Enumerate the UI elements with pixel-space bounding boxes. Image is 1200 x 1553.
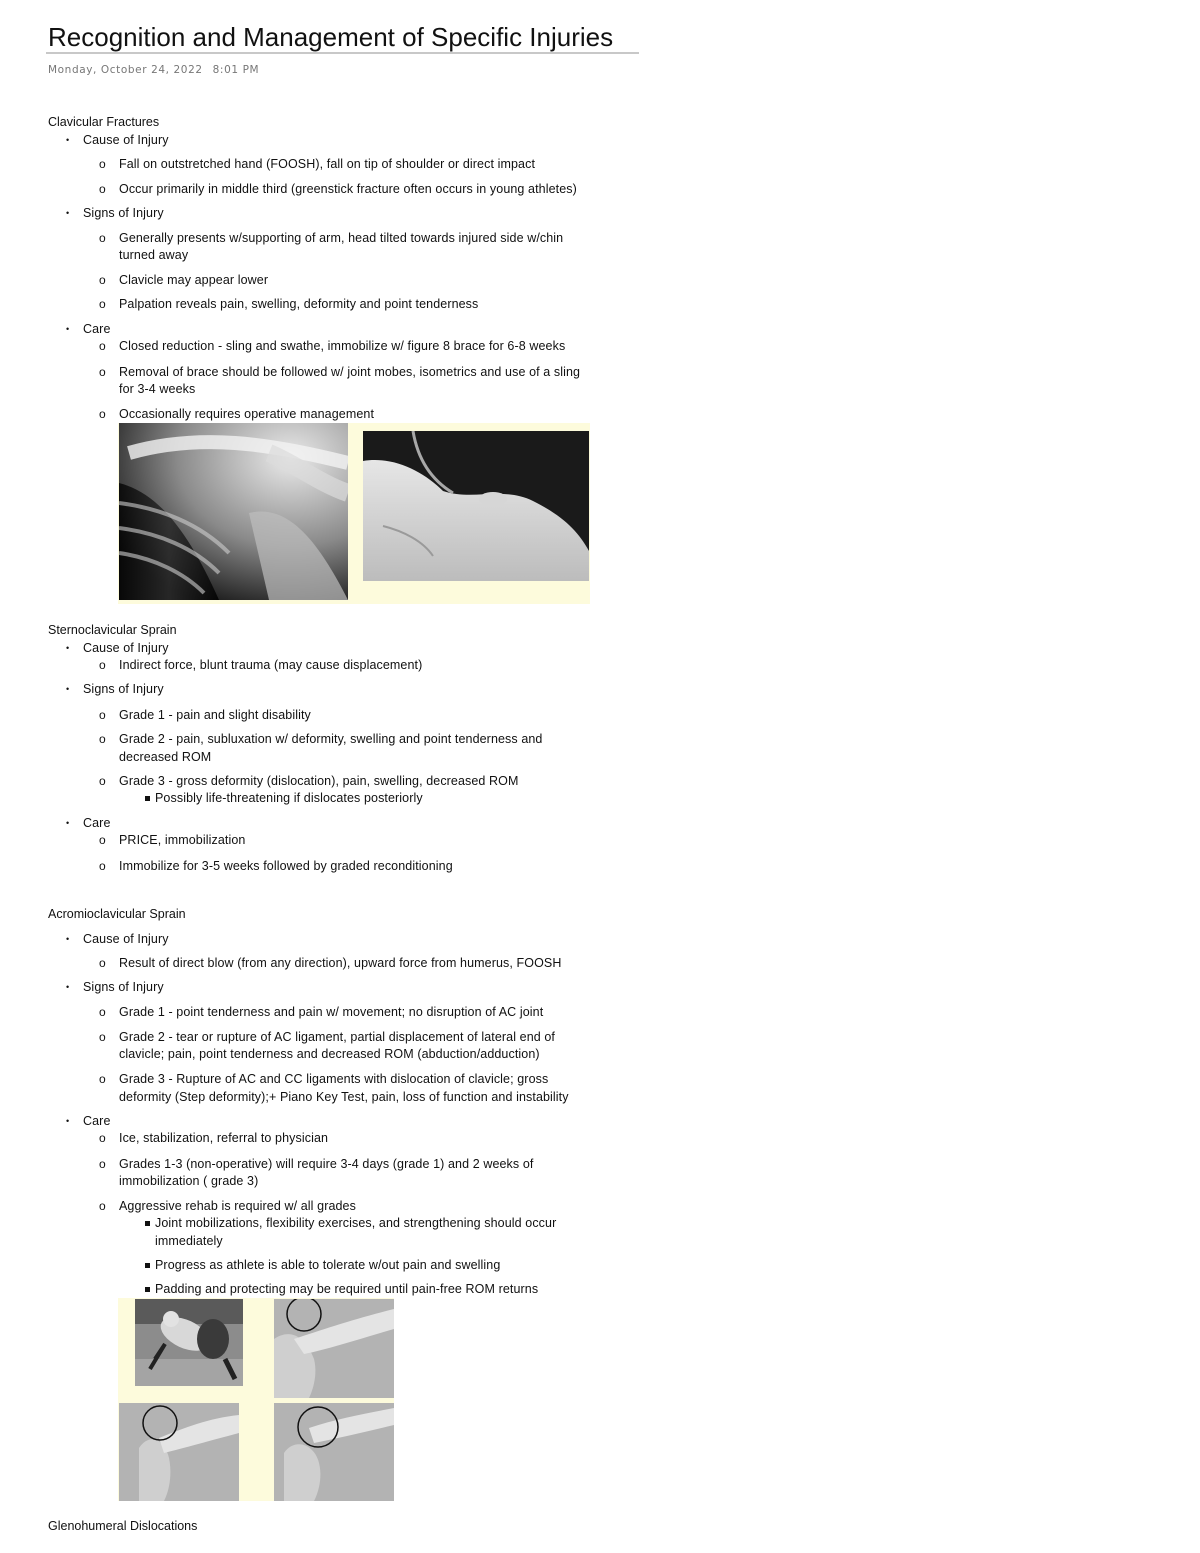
clavicle-xray-image — [119, 423, 348, 600]
list-item: Padding and protecting may be required until pain-free ROM returns — [155, 1282, 539, 1296]
list-item-continuation: decreased ROM — [119, 750, 212, 764]
title-underline — [46, 52, 639, 54]
clavicle-deformity-photo — [363, 431, 589, 581]
circle-bullet-icon: o — [99, 859, 106, 873]
circle-bullet-icon: o — [99, 708, 106, 722]
list-item: Cause of Injury — [83, 133, 169, 147]
list-item: Palpation reveals pain, swelling, deformity and point tenderness — [119, 297, 479, 311]
list-item: Progress as athlete is able to tolerate w/out pain and swelling — [155, 1258, 501, 1272]
ac-injury-tackle-photo — [135, 1299, 243, 1386]
bullet-icon: • — [66, 208, 70, 218]
list-item: Closed reduction - sling and swathe, immobilize w/ figure 8 brace for 6-8 weeks — [119, 339, 566, 353]
circle-bullet-icon: o — [99, 182, 106, 196]
time-text: 8:01 PM — [212, 64, 260, 76]
bullet-icon: • — [66, 324, 70, 334]
list-item: Fall on outstretched hand (FOOSH), fall on tip of shoulder or direct impact — [119, 157, 536, 171]
circle-bullet-icon: o — [99, 1005, 106, 1019]
list-item: Grade 1 - pain and slight disability — [119, 708, 311, 722]
circle-bullet-icon: o — [99, 407, 106, 421]
circle-bullet-icon: o — [99, 339, 106, 353]
list-item: Clavicle may appear lower — [119, 273, 269, 287]
list-item: Generally presents w/supporting of arm, head tilted towards injured side w/chin — [119, 231, 564, 245]
circle-bullet-icon: o — [99, 1157, 106, 1171]
section-heading-clavicular: Clavicular Fractures — [48, 115, 160, 129]
circle-bullet-icon: o — [99, 1072, 106, 1086]
list-item: Joint mobilizations, flexibility exercises, and strengthening should occur — [155, 1216, 557, 1230]
circle-bullet-icon: o — [99, 658, 106, 672]
ac-joint-diagram-normal — [274, 1299, 394, 1398]
list-item: Signs of Injury — [83, 206, 164, 220]
circle-bullet-icon: o — [99, 1131, 106, 1145]
ac-joint-diagram-grade-3 — [274, 1403, 394, 1501]
circle-bullet-icon: o — [99, 231, 106, 245]
list-item: Signs of Injury — [83, 980, 164, 994]
list-item: Immobilize for 3-5 weeks followed by graded reconditioning — [119, 859, 453, 873]
bullet-icon: • — [66, 643, 70, 653]
date-text: Monday, October 24, 2022 — [48, 64, 203, 76]
circle-bullet-icon: o — [99, 297, 106, 311]
list-item: Result of direct blow (from any direction), upward force from humerus, FOOSH — [119, 956, 562, 970]
circle-bullet-icon: o — [99, 1199, 106, 1213]
list-item: Grade 2 - tear or rupture of AC ligament, partial displacement of lateral end of — [119, 1030, 556, 1044]
ac-joint-diagram-grade-2 — [119, 1403, 239, 1501]
list-item: PRICE, immobilization — [119, 833, 246, 847]
square-bullet-icon — [145, 1287, 150, 1292]
list-item: Grade 1 - point tenderness and pain w/ movement; no disruption of AC joint — [119, 1005, 544, 1019]
circle-bullet-icon: o — [99, 273, 106, 287]
list-item: Grade 3 - gross deformity (dislocation), pain, swelling, decreased ROM — [119, 774, 519, 788]
list-item: Indirect force, blunt trauma (may cause displacement) — [119, 658, 423, 672]
list-item: Occur primarily in middle third (greenstick fracture often occurs in young athletes) — [119, 182, 577, 196]
list-item: Care — [83, 816, 111, 830]
list-item: Care — [83, 322, 111, 336]
bullet-icon: • — [66, 818, 70, 828]
list-item: Aggressive rehab is required w/ all grades — [119, 1199, 356, 1213]
circle-bullet-icon: o — [99, 157, 106, 171]
list-item-continuation: for 3-4 weeks — [119, 382, 196, 396]
square-bullet-icon — [145, 1263, 150, 1268]
bullet-icon: • — [66, 135, 70, 145]
list-item: Ice, stabilization, referral to physician — [119, 1131, 329, 1145]
bullet-icon: • — [66, 982, 70, 992]
circle-bullet-icon: o — [99, 774, 106, 788]
circle-bullet-icon: o — [99, 365, 106, 379]
list-item: Cause of Injury — [83, 641, 169, 655]
list-item-continuation: immobilization ( grade 3) — [119, 1174, 259, 1188]
circle-bullet-icon: o — [99, 956, 106, 970]
list-item: Possibly life-threatening if dislocates posteriorly — [155, 791, 423, 805]
square-bullet-icon — [145, 796, 150, 801]
list-item: Occasionally requires operative management — [119, 407, 375, 421]
list-item: Grade 3 - Rupture of AC and CC ligaments with dislocation of clavicle; gross — [119, 1072, 549, 1086]
circle-bullet-icon: o — [99, 1030, 106, 1044]
section-heading-glenohumeral: Glenohumeral Dislocations — [48, 1519, 198, 1533]
list-item: Cause of Injury — [83, 932, 169, 946]
list-item-continuation: clavicle; pain, point tenderness and decreased ROM (abduction/adduction) — [119, 1047, 540, 1061]
bullet-icon: • — [66, 934, 70, 944]
circle-bullet-icon: o — [99, 732, 106, 746]
list-item: Grade 2 - pain, subluxation w/ deformity, swelling and point tenderness and — [119, 732, 543, 746]
section-heading-sternoclavicular: Sternoclavicular Sprain — [48, 623, 177, 637]
list-item: Signs of Injury — [83, 682, 164, 696]
page-title: Recognition and Management of Specific Injuries — [48, 22, 614, 52]
list-item-continuation: deformity (Step deformity);+ Piano Key Test, pain, loss of function and instability — [119, 1090, 569, 1104]
circle-bullet-icon: o — [99, 833, 106, 847]
section-heading-acromioclavicular: Acromioclavicular Sprain — [48, 907, 186, 921]
bullet-icon: • — [66, 684, 70, 694]
bullet-icon: • — [66, 1116, 70, 1126]
list-item: Care — [83, 1114, 111, 1128]
square-bullet-icon — [145, 1221, 150, 1226]
list-item-continuation: turned away — [119, 248, 189, 262]
list-item: Removal of brace should be followed w/ joint mobes, isometrics and use of a sling — [119, 365, 581, 379]
list-item: Grades 1-3 (non-operative) will require 3-4 days (grade 1) and 2 weeks of — [119, 1157, 534, 1171]
list-item-continuation: immediately — [155, 1234, 223, 1248]
page-date — [48, 64, 259, 76]
